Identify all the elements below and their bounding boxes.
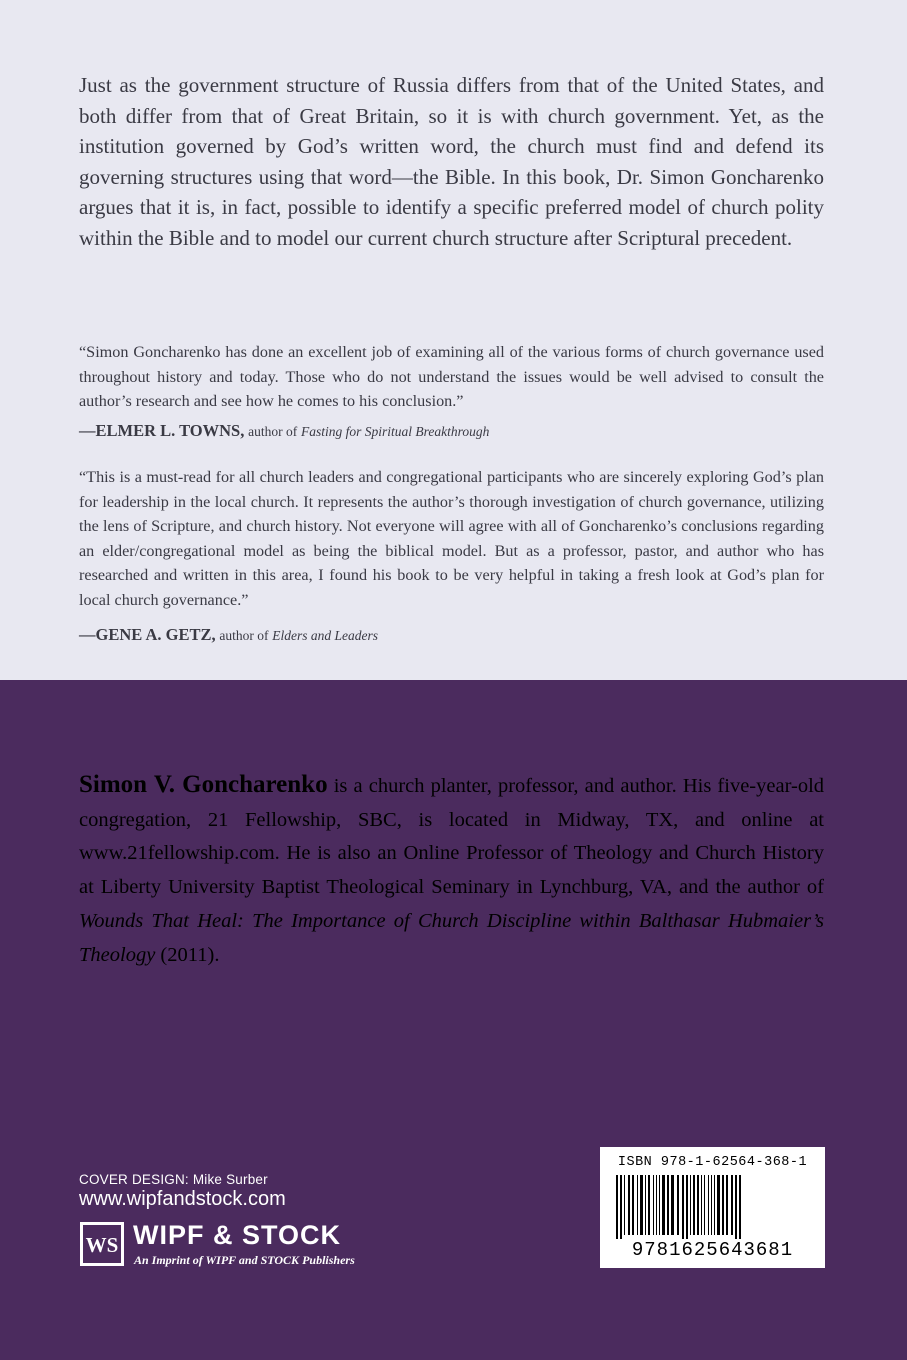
barcode-bar	[714, 1175, 715, 1235]
author-bio	[79, 768, 824, 972]
barcode-bar	[659, 1175, 660, 1235]
barcode-bar	[739, 1175, 741, 1239]
barcode-bar	[726, 1175, 728, 1235]
publisher-logo-icon	[80, 1222, 124, 1266]
barcode-bar	[690, 1175, 691, 1235]
endorsement-attribution-towns	[79, 421, 489, 441]
endorser-book: Elders and Leaders	[272, 628, 378, 643]
cover-design-label: COVER DESIGN:	[79, 1172, 189, 1187]
endorser-book: Fasting for Spiritual Breakthrough	[300, 424, 490, 439]
barcode-bar	[648, 1175, 650, 1235]
barcode-bar	[697, 1175, 699, 1235]
endorsement-attribution-getz	[79, 625, 378, 645]
publisher-name: WIPF & STOCK	[133, 1220, 342, 1250]
barcode-bar	[735, 1175, 737, 1239]
barcode-bar	[686, 1175, 688, 1239]
barcode-bar	[731, 1175, 733, 1235]
endorser-name: —ELMER L. TOWNS,	[79, 421, 245, 440]
barcode-bar	[656, 1175, 657, 1235]
barcode-bars	[614, 1175, 811, 1239]
barcode-bar	[677, 1175, 679, 1235]
author-previous-book-year: (2011).	[160, 943, 220, 966]
barcode-bar	[717, 1175, 720, 1235]
barcode-bar	[722, 1175, 724, 1235]
barcode-bar	[662, 1175, 665, 1235]
isbn-barcode	[600, 1147, 825, 1268]
endorser-role: author of	[219, 628, 269, 643]
isbn-label: ISBN 978-1-62564-368-1	[617, 1155, 808, 1170]
barcode-bar	[645, 1175, 646, 1235]
author-previous-book: Wounds That Heal: The Importance of Church Discipline within Balthasar Hubmaier’s Theology	[79, 909, 824, 966]
barcode-bar	[628, 1175, 630, 1235]
publisher-website: www.wipfandstock.com	[79, 1188, 286, 1210]
book-description: Just as the government structure of Russia differs from that of the United States, and both differ from that of Great Britain, so it is with church government. Yet, as the institution governed by God’s written word, the church must find and defend its governing structures using that word—the Bible. In this book, Dr. Simon Goncharenko argues that it is, in fact, possible to identify a specific preferred model of church polity within the Bible and to model our current church structure after Scriptural precedent.	[79, 73, 824, 250]
endorser-name: —GENE A. GETZ,	[79, 625, 216, 644]
barcode-bar	[671, 1175, 674, 1235]
barcode-bar	[667, 1175, 669, 1235]
publisher-tagline: An Imprint of WIPF and STOCK Publishers	[134, 1253, 355, 1267]
barcode-bar	[620, 1175, 622, 1239]
barcode-bar	[704, 1175, 705, 1235]
barcode-bar	[711, 1175, 712, 1235]
ean-number: 9781625643681	[631, 1239, 794, 1261]
endorser-role: author of	[248, 424, 298, 439]
endorsement-quote-towns: “Simon Goncharenko has done an excellent job of examining all of the various forms of church governance used throughout history and today. Those who do not understand the issues would be well advised to consult the author’s research and see how he comes to his conclusion.”	[79, 343, 824, 410]
author-bio-text: is a church planter, professor, and author. His five-year-old congregation, 21 Fellowship, SBC, is located in Midway, TX, and online at www.21fellowship.com. He is also an Online Professor of Theology and Church History at Liberty University Baptist Theological Seminary in Lynchburg, VA, and the author of	[79, 775, 825, 899]
barcode-bar	[693, 1175, 695, 1235]
svg-text:WS: WS	[85, 1233, 119, 1257]
cover-designer: Mike Surber	[192, 1172, 268, 1187]
barcode-bar	[653, 1175, 654, 1235]
author-name: Simon V. Goncharenko	[79, 771, 328, 798]
barcode-bar	[632, 1175, 634, 1235]
barcode-bar	[640, 1175, 643, 1235]
barcode-bar	[637, 1175, 638, 1235]
barcode-bar	[682, 1175, 684, 1239]
barcode-bar	[708, 1175, 709, 1235]
barcode-bar	[616, 1175, 618, 1239]
barcode-bar	[624, 1175, 625, 1235]
barcode-bar	[701, 1175, 702, 1235]
cover-design-credit	[79, 1172, 268, 1187]
endorsement-quote-getz: “This is a must-read for all church leaders and congregational participants who are sincerely exploring God’s plan for leadership in the local church. It represents the author’s thorough investigation of church governance, utilizing the lens of Scripture, and church history. Not everyone will agree with all of Goncharenko’s conclusions regarding an elder/congregational model as being the biblical model. But as a professor, pastor, and author who has researched and written in this area, I found his book to be very helpful in taking a fresh look at God’s plan for local church governance.”	[79, 468, 824, 609]
